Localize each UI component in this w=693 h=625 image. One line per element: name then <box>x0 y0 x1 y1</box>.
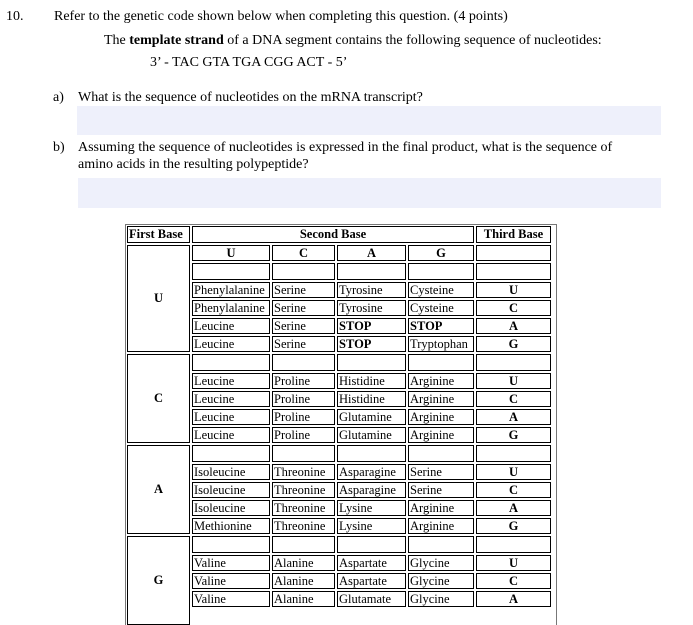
amino-acid-cell: Arginine <box>408 427 474 443</box>
amino-acid-cell: Alanine <box>272 555 335 571</box>
blank-cell <box>337 354 406 371</box>
amino-acid-cell: Arginine <box>408 518 474 534</box>
third-base-cell: C <box>476 300 551 316</box>
part-a-label: a) <box>53 90 64 105</box>
blank-cell <box>337 263 406 280</box>
third-base-cell: G <box>476 427 551 443</box>
third-base-cell: C <box>476 391 551 407</box>
amino-acid-cell: Glycine <box>408 573 474 589</box>
amino-acid-cell: Lysine <box>337 518 406 534</box>
third-base-cell: A <box>476 409 551 425</box>
amino-acid-cell: Arginine <box>408 373 474 389</box>
amino-acid-cell: Alanine <box>272 591 335 607</box>
amino-acid-cell: Alanine <box>272 573 335 589</box>
first-base-cell: G <box>127 536 190 625</box>
amino-acid-cell: Leucine <box>192 373 270 389</box>
third-base-cell: A <box>476 318 551 334</box>
part-a-answer-field[interactable] <box>77 106 661 135</box>
genetic-code-table <box>125 224 557 625</box>
third-base-cell: G <box>476 336 551 352</box>
amino-acid-cell: Serine <box>272 318 335 334</box>
amino-acid-cell: Arginine <box>408 409 474 425</box>
blank-cell <box>476 536 551 553</box>
part-b-question-line2: amino acids in the resulting polypeptide? <box>78 157 309 172</box>
amino-acid-cell: Glutamine <box>337 409 406 425</box>
amino-acid-cell: Phenylalanine <box>192 282 270 298</box>
question-number: 10. <box>6 9 24 24</box>
third-base-cell: U <box>476 282 551 298</box>
amino-acid-cell: Leucine <box>192 318 270 334</box>
part-b-answer-field[interactable] <box>78 178 661 208</box>
dna-sequence: 3’ - TAC GTA TGA CGG ACT - 5’ <box>150 55 348 70</box>
blank-cell <box>192 263 270 280</box>
header-second-base: Second Base <box>192 226 474 243</box>
amino-acid-cell: Serine <box>272 336 335 352</box>
amino-acid-cell: Serine <box>408 482 474 498</box>
blank-cell <box>192 536 270 553</box>
header-third-base: Third Base <box>476 226 551 243</box>
amino-acid-cell: Valine <box>192 555 270 571</box>
amino-acid-cell: Leucine <box>192 391 270 407</box>
blank-cell <box>476 354 551 371</box>
first-base-cell: C <box>127 354 190 443</box>
amino-acid-cell: Glutamine <box>337 427 406 443</box>
amino-acid-cell: Threonine <box>272 500 335 516</box>
strand-suffix: of a DNA segment contains the following sequence of nucleotides: <box>223 33 602 48</box>
third-base-cell: C <box>476 482 551 498</box>
amino-acid-cell: Proline <box>272 409 335 425</box>
amino-acid-cell: Threonine <box>272 518 335 534</box>
amino-acid-cell: Cysteine <box>408 300 474 316</box>
amino-acid-cell: Proline <box>272 373 335 389</box>
amino-acid-cell: Aspartate <box>337 555 406 571</box>
amino-acid-cell: STOP <box>408 318 474 334</box>
strand-bold: template strand <box>129 33 224 48</box>
amino-acid-cell: Serine <box>408 464 474 480</box>
amino-acid-cell: Histidine <box>337 391 406 407</box>
blank-cell <box>272 445 335 462</box>
amino-acid-cell: Threonine <box>272 482 335 498</box>
first-base-cell: A <box>127 445 190 534</box>
amino-acid-cell: Glycine <box>408 591 474 607</box>
amino-acid-cell: Glutamate <box>337 591 406 607</box>
amino-acid-cell: Asparagine <box>337 482 406 498</box>
amino-acid-cell: Leucine <box>192 336 270 352</box>
amino-acid-cell: Proline <box>272 391 335 407</box>
amino-acid-cell: Tyrosine <box>337 300 406 316</box>
amino-acid-cell: Methionine <box>192 518 270 534</box>
amino-acid-cell: Histidine <box>337 373 406 389</box>
blank-cell <box>408 536 474 553</box>
blank-cell <box>192 354 270 371</box>
third-base-subheader-empty <box>476 245 551 261</box>
amino-acid-cell: Phenylalanine <box>192 300 270 316</box>
amino-acid-cell: Tryptophan <box>408 336 474 352</box>
third-base-cell: A <box>476 500 551 516</box>
second-base-a: A <box>337 245 406 261</box>
part-a-question: What is the sequence of nucleotides on the mRNA transcript? <box>78 90 423 105</box>
second-base-g: G <box>408 245 474 261</box>
amino-acid-cell: Tyrosine <box>337 282 406 298</box>
amino-acid-cell: Glycine <box>408 555 474 571</box>
amino-acid-cell: STOP <box>337 336 406 352</box>
question-intro: Refer to the genetic code shown below when completing this question. (4 points) <box>54 9 508 24</box>
amino-acid-cell: Valine <box>192 573 270 589</box>
amino-acid-cell: Leucine <box>192 409 270 425</box>
strand-description <box>104 33 602 49</box>
blank-cell <box>272 354 335 371</box>
blank-cell <box>476 263 551 280</box>
blank-cell <box>408 445 474 462</box>
third-base-cell: U <box>476 373 551 389</box>
amino-acid-cell: Aspartate <box>337 573 406 589</box>
amino-acid-cell: STOP <box>337 318 406 334</box>
amino-acid-cell: Asparagine <box>337 464 406 480</box>
blank-cell <box>476 445 551 462</box>
amino-acid-cell: Serine <box>272 300 335 316</box>
blank-cell <box>408 354 474 371</box>
blank-cell <box>337 536 406 553</box>
strand-prefix: The <box>104 33 130 48</box>
third-base-cell: A <box>476 591 551 607</box>
second-base-u: U <box>192 245 270 261</box>
amino-acid-cell: Isoleucine <box>192 482 270 498</box>
amino-acid-cell: Leucine <box>192 427 270 443</box>
amino-acid-cell: Proline <box>272 427 335 443</box>
blank-cell <box>192 445 270 462</box>
amino-acid-cell: Serine <box>272 282 335 298</box>
amino-acid-cell: Arginine <box>408 391 474 407</box>
amino-acid-cell: Isoleucine <box>192 500 270 516</box>
header-first-base: First Base <box>127 226 190 243</box>
blank-cell <box>337 445 406 462</box>
first-base-cell: U <box>127 245 190 352</box>
blank-cell <box>272 536 335 553</box>
part-b-label: b) <box>53 140 65 155</box>
third-base-cell: U <box>476 555 551 571</box>
amino-acid-cell: Cysteine <box>408 282 474 298</box>
third-base-cell: C <box>476 573 551 589</box>
part-b-question-line1: Assuming the sequence of nucleotides is expressed in the final product, what is the sequence of <box>78 140 613 155</box>
blank-cell <box>408 263 474 280</box>
second-base-c: C <box>272 245 335 261</box>
third-base-cell: G <box>476 518 551 534</box>
amino-acid-cell: Threonine <box>272 464 335 480</box>
third-base-cell: U <box>476 464 551 480</box>
amino-acid-cell: Lysine <box>337 500 406 516</box>
blank-cell <box>272 263 335 280</box>
amino-acid-cell: Isoleucine <box>192 464 270 480</box>
amino-acid-cell: Valine <box>192 591 270 607</box>
amino-acid-cell: Arginine <box>408 500 474 516</box>
